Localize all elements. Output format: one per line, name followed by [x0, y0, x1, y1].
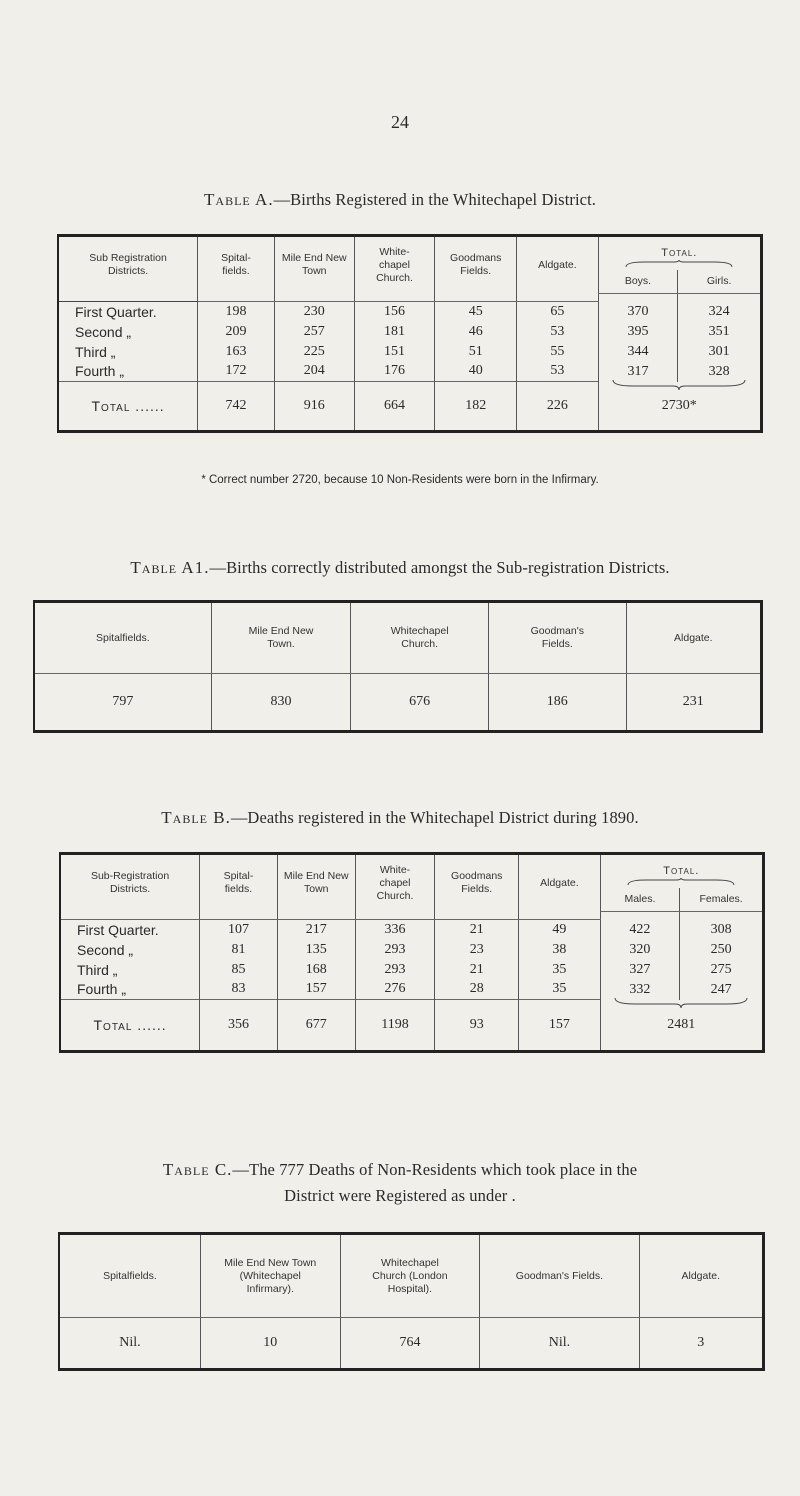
header-goodmans: Goodman's Fields. — [480, 1234, 639, 1318]
cell: 328 — [678, 362, 762, 382]
brace-icon — [611, 380, 747, 390]
table-row — [60, 920, 764, 940]
table-row — [34, 674, 762, 732]
row-label: Second „ — [75, 323, 132, 340]
brace-icon — [626, 878, 736, 886]
cell: 327 — [600, 960, 680, 980]
table-a1-caption — [0, 558, 800, 578]
cell: 135 — [277, 940, 355, 960]
cell: 317 — [598, 362, 678, 382]
cell: 81 — [200, 940, 278, 960]
cell: 332 — [600, 980, 680, 1000]
cell: 198 — [198, 302, 275, 322]
cell: 276 — [355, 980, 435, 1000]
cell: Nil. — [480, 1318, 639, 1370]
cell: 336 — [355, 920, 435, 940]
cell: 46 — [435, 322, 517, 342]
cell: 55 — [517, 342, 598, 362]
cell: 356 — [200, 1000, 278, 1052]
table-row — [60, 960, 764, 980]
table-row — [58, 362, 762, 382]
cell: 83 — [200, 980, 278, 1000]
table-c-title-line2: District were Registered as under . — [284, 1186, 516, 1205]
row-label: Third „ — [75, 343, 116, 360]
page-number: 24 — [391, 112, 409, 132]
header-spitalfields: Spitalfields. — [59, 1234, 200, 1318]
cell: 21 — [435, 960, 519, 980]
table-b — [59, 852, 765, 1053]
header-spitalfields: Spital- fields. — [200, 854, 278, 912]
grand-total: 2730* — [598, 382, 761, 432]
cell: 293 — [355, 940, 435, 960]
cell: 28 — [435, 980, 519, 1000]
cell: 797 — [112, 694, 134, 709]
header-total: Total. — [600, 854, 763, 888]
cell: 231 — [626, 674, 761, 732]
table-row — [58, 342, 762, 362]
row-label: First Quarter. — [75, 303, 157, 320]
cell: 93 — [435, 1000, 519, 1052]
header-sub-districts: Sub Registration Districts. — [89, 252, 167, 278]
cell: 53 — [517, 362, 598, 382]
cell: 1198 — [355, 1000, 435, 1052]
header-sub-districts: Sub-Registration Districts. — [90, 870, 170, 896]
total-row — [60, 1000, 764, 1052]
cell: 676 — [351, 674, 489, 732]
cell: Nil. — [119, 1335, 141, 1350]
cell: 40 — [435, 362, 517, 382]
cell: 168 — [277, 960, 355, 980]
table-a — [57, 234, 763, 433]
table-row — [60, 940, 764, 960]
total-label: Total ...... — [58, 382, 198, 432]
table-row — [59, 1318, 764, 1370]
table-c-caption — [0, 1160, 800, 1180]
cell: 344 — [598, 342, 678, 362]
cell: 156 — [354, 302, 435, 322]
cell: 370 — [598, 302, 678, 322]
cell: 764 — [340, 1318, 480, 1370]
header-mile-end: Mile End New Town — [274, 236, 354, 294]
header-mile-end: Mile End New Town — [277, 854, 355, 912]
header-aldgate: Aldgate. — [519, 854, 600, 912]
cell: 45 — [435, 302, 517, 322]
total-label: Total ...... — [60, 1000, 200, 1052]
header-females: Females. — [680, 888, 764, 912]
cell: 230 — [274, 302, 354, 322]
cell: 293 — [355, 960, 435, 980]
header-males: Males. — [600, 888, 680, 912]
table-a1-title: —Births correctly distributed amongst the Sub-registration Districts. — [209, 558, 670, 577]
header-whitechapel: Whitechapel Church. — [351, 602, 489, 674]
row-label: First Quarter. — [77, 921, 159, 938]
cell: 916 — [274, 382, 354, 432]
table-row — [58, 322, 762, 342]
table-a-title: —Births Registered in the Whitechapel District. — [273, 190, 596, 209]
table-a-footnote: * Correct number 2720, because 10 Non-Residents were born in the Infirmary. — [201, 474, 599, 486]
cell: 664 — [354, 382, 435, 432]
cell: 21 — [435, 920, 519, 940]
table-b-label: Table B. — [161, 808, 231, 827]
cell: 53 — [517, 322, 598, 342]
table-c-label: Table C. — [162, 1160, 233, 1179]
row-label: Fourth „ — [77, 981, 127, 998]
header-total: Total. — [598, 236, 761, 270]
cell: 23 — [435, 940, 519, 960]
table-a-caption — [0, 190, 800, 210]
header-spitalfields: Spital- fields. — [198, 236, 275, 294]
table-a-label: Table A. — [204, 190, 274, 209]
cell: 209 — [198, 322, 275, 342]
cell: 275 — [680, 960, 764, 980]
row-label: Fourth „ — [75, 363, 125, 380]
header-boys: Boys. — [598, 270, 678, 294]
header-whitechapel: White- chapel Church. — [354, 236, 435, 294]
cell: 395 — [598, 322, 678, 342]
header-mile-end: Mile End New Town (Whitechapel Infirmary). — [200, 1234, 340, 1318]
header-goodmans: Goodmans Fields. — [435, 854, 519, 912]
cell: 163 — [198, 342, 275, 362]
cell: 301 — [678, 342, 762, 362]
table-row — [58, 302, 762, 322]
row-label: Third „ — [77, 961, 118, 978]
table-c-title-line1: —The 777 Deaths of Non-Residents which took place in the — [232, 1160, 638, 1179]
cell: 320 — [600, 940, 680, 960]
table-b-caption — [0, 808, 800, 828]
cell: 186 — [489, 674, 627, 732]
cell: 35 — [519, 980, 600, 1000]
table-row — [60, 980, 764, 1000]
cell: 85 — [200, 960, 278, 980]
cell: 217 — [277, 920, 355, 940]
cell: 51 — [435, 342, 517, 362]
table-a1 — [33, 600, 763, 733]
cell: 35 — [519, 960, 600, 980]
cell: 324 — [678, 302, 762, 322]
cell: 677 — [277, 1000, 355, 1052]
cell: 10 — [200, 1318, 340, 1370]
grand-total: 2481 — [600, 1000, 763, 1052]
cell: 308 — [680, 920, 764, 940]
header-aldgate: Aldgate. — [517, 236, 598, 294]
header-whitechapel: White- chapel Church. — [355, 854, 435, 912]
cell: 151 — [354, 342, 435, 362]
cell: 172 — [198, 362, 275, 382]
cell: 3 — [639, 1318, 763, 1370]
cell: 422 — [600, 920, 680, 940]
cell: 226 — [517, 382, 598, 432]
cell: 176 — [354, 362, 435, 382]
cell: 49 — [519, 920, 600, 940]
header-goodmans: Goodman's Fields. — [489, 602, 627, 674]
cell: 225 — [274, 342, 354, 362]
header-goodmans: Goodmans Fields. — [435, 236, 517, 294]
cell: 247 — [680, 980, 764, 1000]
table-c — [58, 1232, 765, 1371]
cell: 742 — [198, 382, 275, 432]
header-aldgate: Aldgate. — [639, 1234, 763, 1318]
header-aldgate: Aldgate. — [626, 602, 761, 674]
cell: 157 — [277, 980, 355, 1000]
cell: 830 — [211, 674, 351, 732]
cell: 351 — [678, 322, 762, 342]
table-b-title: —Deaths registered in the Whitechapel District during 1890. — [230, 808, 639, 827]
header-mile-end: Mile End New Town. — [211, 602, 351, 674]
table-a1-label: Table A1. — [130, 558, 210, 577]
row-label: Second „ — [77, 941, 134, 958]
total-row — [58, 382, 762, 432]
cell: 65 — [517, 302, 598, 322]
cell: 181 — [354, 322, 435, 342]
cell: 182 — [435, 382, 517, 432]
brace-icon — [624, 260, 734, 268]
brace-icon — [613, 998, 749, 1008]
cell: 107 — [200, 920, 278, 940]
cell: 250 — [680, 940, 764, 960]
cell: 204 — [274, 362, 354, 382]
header-whitechapel: Whitechapel Church (London Hospital). — [340, 1234, 480, 1318]
cell: 257 — [274, 322, 354, 342]
cell: 38 — [519, 940, 600, 960]
header-spitalfields: Spitalfields. — [34, 602, 211, 674]
header-girls: Girls. — [678, 270, 762, 294]
cell: 157 — [519, 1000, 600, 1052]
